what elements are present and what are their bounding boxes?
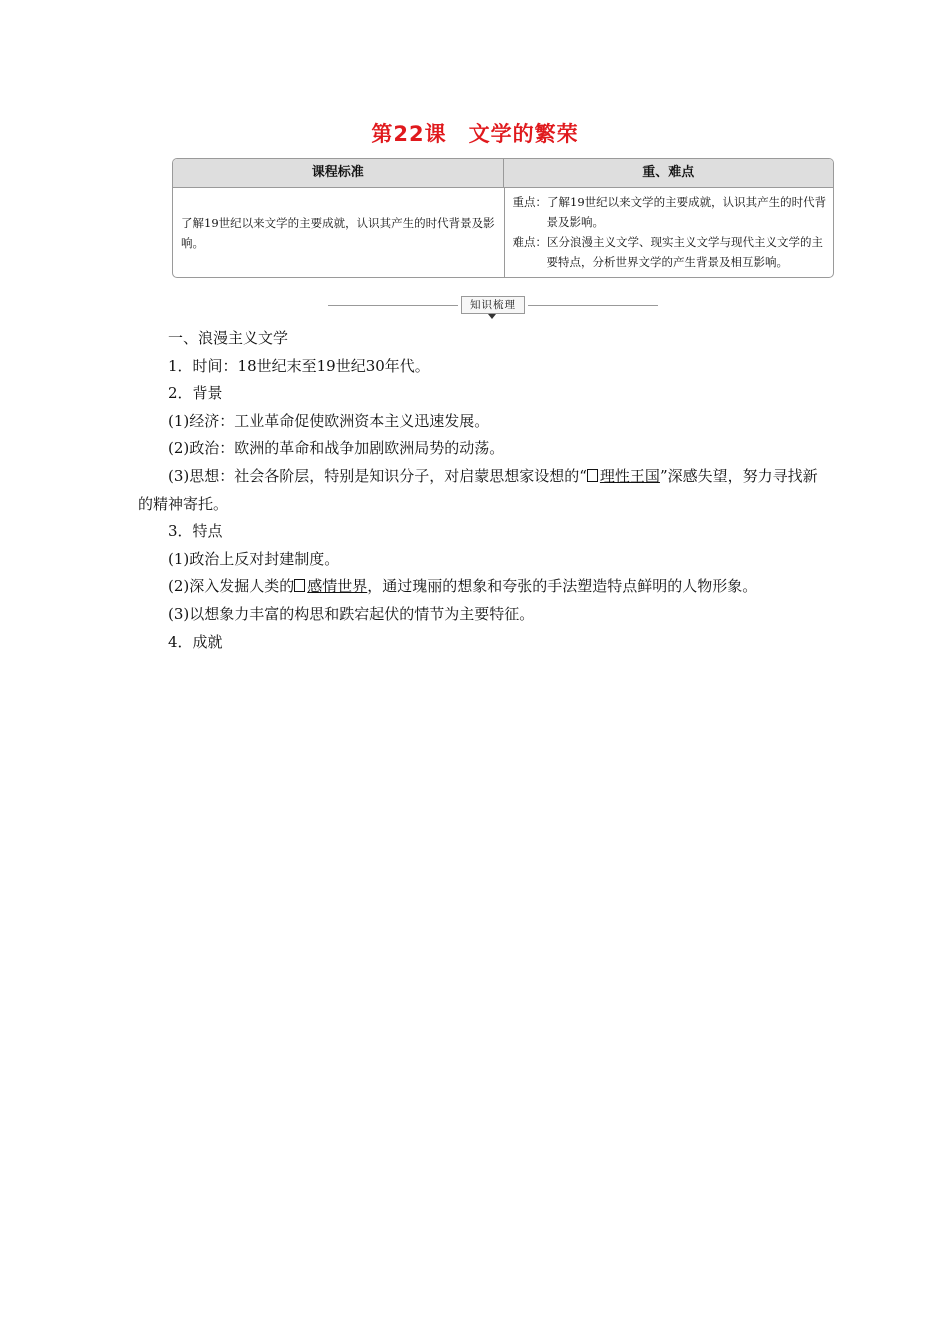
difficult-point-text: 难点：区分浪漫主义文学、现实主义文学与现代主义文学的主要特点，分析世界文学的产生背景及相互影响。 [512,235,823,269]
lesson-content [138,325,818,656]
feature-1: (1)政治上反对封建制度。 [168,549,340,568]
curriculum-standard-cell [173,188,505,278]
fill-blank-answer [294,577,367,595]
blank-box-icon [294,579,305,592]
section-heading: 一、浪漫主义文学 [168,329,289,347]
achievements-heading: 4．成就 [168,632,223,651]
blank-box-icon [587,469,598,482]
knowledge-summary-badge: 知识梳理 [461,296,525,314]
key-difficult-cell [505,188,834,278]
lesson-title [0,118,950,148]
curriculum-standard-text: 了解19世纪以来文学的主要成就，认识其产生的时代背景及影响。 [181,216,495,250]
fill-blank-answer [587,467,660,485]
key-point-text: 重点：了解19世纪以来文学的主要成就，认识其产生的时代背景及影响。 [512,195,827,229]
blank-answer-text: 感情世界 [307,577,368,596]
blank-answer-text: 理性王国 [599,466,660,485]
background-politics: (2)政治：欧洲的革命和战争加剧欧洲局势的动荡。 [168,439,505,458]
divider-line-right [528,305,658,306]
lesson-name: 文学的繁荣 [468,122,579,146]
feature-2-post: ，通过瑰丽的想象和夸张的手法塑造特点鲜明的人物形象。 [367,577,758,596]
divider-line-left [328,305,458,306]
table-body [173,188,833,278]
section-divider [328,296,658,318]
curriculum-standards-table [172,158,834,278]
background-heading: 2．背景 [168,384,223,403]
header-curriculum-standard: 课程标准 [173,159,504,187]
background-economy: (1)经济：工业革命促使欧洲资本主义迅速发展。 [168,411,490,430]
time-paragraph: 1．时间：18世纪末至19世纪30年代。 [168,356,430,375]
lesson-number: 第22课 [371,122,447,146]
table-header [173,159,833,188]
feature-3: (3)以想象力丰富的构思和跌宕起伏的情节为主要特征。 [168,604,535,623]
thought-text-pre: (3)思想：社会各阶层，特别是知识分子，对启蒙思想家设想的“ [168,466,587,485]
background-thought [138,463,818,518]
thought-text-post: ”深感失望，努力寻找新的精神寄托。 [138,466,818,513]
feature-2 [138,573,818,601]
features-heading: 3．特点 [168,522,223,541]
feature-2-pre: (2)深入发掘人类的 [168,577,295,596]
badge-pointer-icon [488,314,496,319]
header-key-difficult-points: 重、难点 [642,165,695,180]
